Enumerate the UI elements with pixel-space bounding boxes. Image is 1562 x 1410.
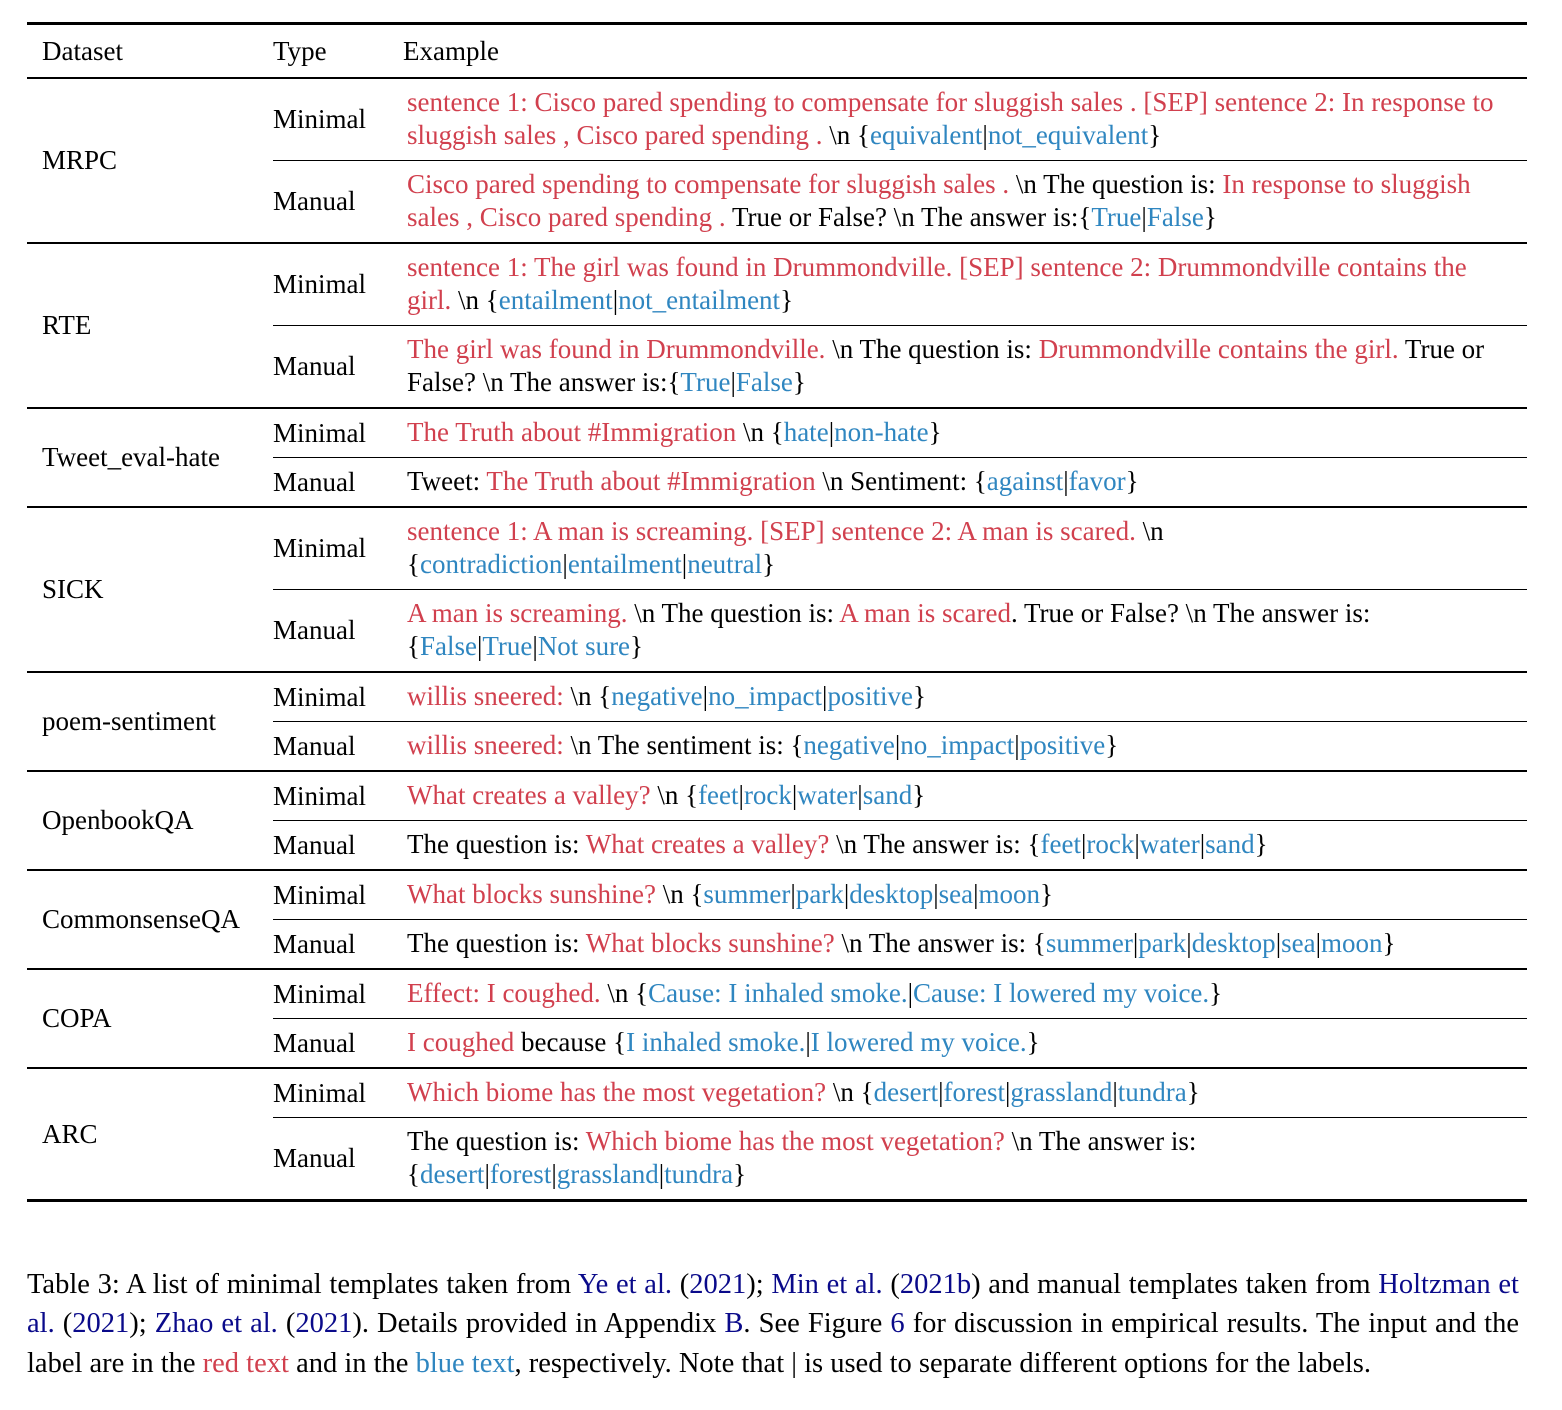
template-text: } bbox=[1209, 978, 1223, 1008]
label-option: Cause: I lowered my voice. bbox=[913, 978, 1210, 1008]
label-option: not_equivalent bbox=[987, 120, 1149, 150]
caption-text: ); bbox=[129, 1308, 155, 1339]
template-text: \n The question is: bbox=[627, 598, 840, 628]
citation-link[interactable]: Min et al. bbox=[771, 1268, 883, 1300]
input-text: willis sneered: bbox=[407, 681, 564, 711]
dataset-name: poem-sentiment bbox=[27, 672, 273, 771]
label-option: park bbox=[795, 879, 844, 909]
template-type: Manual bbox=[273, 1118, 403, 1201]
template-text: } bbox=[762, 549, 776, 579]
input-text: The Truth about #Immigration bbox=[486, 466, 816, 496]
template-text: | bbox=[791, 780, 798, 810]
table-caption bbox=[27, 1265, 1519, 1384]
label-option: against bbox=[986, 466, 1064, 496]
template-example bbox=[403, 771, 1527, 821]
template-text: \n { bbox=[826, 1077, 874, 1107]
template-text: | bbox=[805, 1027, 811, 1057]
template-text: | bbox=[1199, 829, 1206, 859]
template-text: } bbox=[1026, 1027, 1040, 1057]
input-text: sentence 1: Cisco pared spending to compensate for sluggish sales . [SEP] sentence 2: In response to sluggish sales , Cisco pared spending . bbox=[407, 87, 1494, 150]
template-text: \n { bbox=[822, 120, 870, 150]
template-example bbox=[403, 672, 1527, 722]
template-text: | bbox=[1315, 928, 1321, 958]
template-text: } bbox=[1105, 730, 1119, 760]
template-text: because { bbox=[514, 1027, 627, 1057]
template-example bbox=[403, 1118, 1527, 1201]
input-text: A man is scared bbox=[839, 598, 1011, 628]
template-type: Minimal bbox=[273, 507, 403, 590]
label-option: no_impact bbox=[900, 730, 1015, 760]
template-text: } bbox=[1125, 466, 1139, 496]
label-option: sea bbox=[938, 879, 974, 909]
templates-table-container bbox=[27, 22, 1527, 1202]
input-text: I coughed bbox=[407, 1027, 515, 1057]
template-text: | bbox=[1134, 829, 1140, 859]
citation-link[interactable]: Holtzman et al. bbox=[27, 1268, 1519, 1339]
template-text: \n The question is: bbox=[825, 334, 1039, 364]
dataset-name: MRPC bbox=[27, 78, 273, 243]
citation-link[interactable]: Zhao et al. bbox=[154, 1308, 278, 1339]
template-example bbox=[403, 161, 1527, 244]
input-text: What blocks sunshine? bbox=[407, 879, 656, 909]
table-row bbox=[27, 969, 1527, 1019]
label-option: desktop bbox=[849, 879, 934, 909]
input-text: sentence 1: The girl was found in Drummondville. [SEP] sentence 2: Drummondville contains the girl. bbox=[407, 252, 1467, 315]
citation-link[interactable]: Ye et al. bbox=[577, 1268, 672, 1300]
caption-text: ( bbox=[277, 1308, 296, 1339]
template-example bbox=[403, 1019, 1527, 1069]
label-option: park bbox=[1138, 928, 1187, 958]
template-text: \n { bbox=[451, 285, 499, 315]
citation-link[interactable]: 2021b bbox=[899, 1268, 972, 1300]
templates-table bbox=[27, 22, 1527, 1202]
template-text: \n The answer is: { bbox=[829, 829, 1041, 859]
template-text: \n { bbox=[650, 780, 699, 810]
template-text: } bbox=[1148, 120, 1162, 150]
label-option: favor bbox=[1068, 466, 1126, 496]
input-text: What creates a valley? bbox=[407, 780, 651, 810]
template-text: | bbox=[894, 730, 901, 760]
caption-text: ( bbox=[672, 1268, 690, 1300]
label-option: positive bbox=[827, 681, 913, 711]
template-type: Manual bbox=[273, 458, 403, 508]
label-option: entailment bbox=[567, 549, 682, 579]
template-type: Manual bbox=[273, 1019, 403, 1069]
table-row bbox=[27, 870, 1527, 920]
input-text: willis sneered: bbox=[407, 730, 564, 760]
dataset-name: RTE bbox=[27, 243, 273, 408]
label-option: desktop bbox=[1191, 928, 1276, 958]
template-text: | bbox=[1275, 928, 1282, 958]
label-option: True bbox=[680, 367, 731, 397]
dataset-name: OpenbookQA bbox=[27, 771, 273, 870]
label-option: sand bbox=[862, 780, 913, 810]
template-type: Manual bbox=[273, 722, 403, 772]
template-text: | bbox=[1141, 202, 1147, 232]
caption-text: . See Figure bbox=[743, 1308, 891, 1339]
template-text: | bbox=[907, 978, 913, 1008]
template-text: } bbox=[912, 780, 926, 810]
label-option: I lowered my voice. bbox=[810, 1027, 1027, 1057]
input-text: sentence 1: A man is screaming. [SEP] sentence 2: A man is scared. bbox=[407, 516, 1136, 546]
template-example bbox=[403, 1068, 1527, 1118]
template-text: | bbox=[532, 631, 538, 661]
template-text: | bbox=[790, 879, 796, 909]
template-type: Minimal bbox=[273, 771, 403, 821]
template-text: } bbox=[1382, 928, 1396, 958]
dataset-name: CommonsenseQA bbox=[27, 870, 273, 969]
caption-text: ); bbox=[746, 1268, 772, 1300]
caption-text: ( bbox=[882, 1268, 900, 1300]
caption-text: , respectively. Note that | is used to separate different options for the labels. bbox=[514, 1347, 1372, 1379]
template-text: \n The sentiment is: { bbox=[563, 730, 804, 760]
input-text: The Truth about #Immigration bbox=[407, 417, 737, 447]
template-text: Tweet: bbox=[407, 466, 487, 496]
header-example: Example bbox=[403, 24, 1527, 79]
template-text: \n { bbox=[407, 516, 1164, 579]
template-type: Manual bbox=[273, 920, 403, 970]
label-option: entailment bbox=[498, 285, 613, 315]
label-option: tundra bbox=[664, 1159, 734, 1189]
input-text: Which biome has the most vegetation? bbox=[407, 1077, 827, 1107]
template-text: | bbox=[843, 879, 850, 909]
template-text: \n { bbox=[600, 978, 649, 1008]
template-example bbox=[403, 870, 1527, 920]
template-text: | bbox=[822, 681, 828, 711]
label-option: False bbox=[735, 367, 793, 397]
template-text: } bbox=[733, 1159, 747, 1189]
label-option: sea bbox=[1281, 928, 1316, 958]
template-example bbox=[403, 920, 1527, 970]
header-type: Type bbox=[273, 24, 403, 79]
dataset-name: SICK bbox=[27, 507, 273, 672]
label-option: summer bbox=[703, 879, 791, 909]
template-text: | bbox=[938, 1077, 944, 1107]
template-text: | bbox=[1112, 1077, 1118, 1107]
template-text: | bbox=[933, 879, 939, 909]
template-text: | bbox=[1063, 466, 1069, 496]
template-type: Minimal bbox=[273, 243, 403, 326]
label-option: water bbox=[1139, 829, 1200, 859]
template-example bbox=[403, 722, 1527, 772]
dataset-name: Tweet_eval-hate bbox=[27, 408, 273, 507]
template-text: \n { bbox=[736, 417, 784, 447]
label-option: negative bbox=[803, 730, 895, 760]
label-option: desert bbox=[419, 1159, 485, 1189]
template-text: } bbox=[912, 681, 926, 711]
label-option: rock bbox=[1086, 829, 1135, 859]
template-type: Manual bbox=[273, 326, 403, 409]
template-text: } bbox=[792, 367, 806, 397]
template-text: The question is: bbox=[407, 1126, 586, 1156]
template-type: Minimal bbox=[273, 672, 403, 722]
template-type: Minimal bbox=[273, 969, 403, 1019]
template-example bbox=[403, 326, 1527, 409]
citation-link[interactable]: 2021 bbox=[689, 1268, 747, 1300]
template-text: | bbox=[562, 549, 568, 579]
citation-link[interactable]: B bbox=[724, 1308, 744, 1339]
label-option: water bbox=[797, 780, 858, 810]
caption-text: Table 3: A list of minimal templates taken from bbox=[27, 1268, 578, 1300]
label-option: moon bbox=[1320, 928, 1383, 958]
header-dataset: Dataset bbox=[27, 24, 273, 79]
table-row bbox=[27, 78, 1527, 161]
template-text: | bbox=[828, 417, 835, 447]
label-option: positive bbox=[1019, 730, 1106, 760]
caption-text: ) and manual templates taken from bbox=[971, 1268, 1379, 1300]
input-text: The girl was found in Drummondville. bbox=[407, 334, 826, 364]
input-text: Drummondville contains the girl. bbox=[1038, 334, 1399, 364]
template-text: \n { bbox=[563, 681, 612, 711]
input-text: In response to sluggish sales , Cisco pared spending . bbox=[407, 169, 1471, 232]
template-text: | bbox=[973, 879, 979, 909]
label-option: neutral bbox=[687, 549, 763, 579]
input-text: Effect: I coughed. bbox=[407, 978, 601, 1008]
template-text: True or False? \n The answer is:{ bbox=[407, 334, 1485, 397]
label-option: forest bbox=[489, 1159, 552, 1189]
label-option: grassland bbox=[556, 1159, 659, 1189]
caption-text: ( bbox=[54, 1308, 73, 1339]
template-text: | bbox=[1186, 928, 1192, 958]
red-text-sample: red text bbox=[202, 1347, 289, 1379]
input-text: What blocks sunshine? bbox=[585, 928, 835, 958]
label-option: grassland bbox=[1010, 1077, 1113, 1107]
label-option: sand bbox=[1205, 829, 1255, 859]
template-type: Manual bbox=[273, 590, 403, 673]
label-option: True bbox=[482, 631, 533, 661]
template-text: } bbox=[928, 417, 942, 447]
caption-text: for discussion in empirical results. The input and the label are in the bbox=[27, 1308, 1519, 1379]
input-text: What creates a valley? bbox=[585, 829, 830, 859]
dataset-name: ARC bbox=[27, 1068, 273, 1201]
blue-text-sample: blue text bbox=[415, 1347, 515, 1379]
template-text: | bbox=[681, 549, 688, 579]
template-text: | bbox=[476, 631, 483, 661]
template-text: } bbox=[1203, 202, 1217, 232]
label-option: feet bbox=[698, 780, 739, 810]
input-text: Which biome has the most vegetation? bbox=[585, 1126, 1005, 1156]
template-type: Manual bbox=[273, 821, 403, 871]
citation-link[interactable]: 6 bbox=[890, 1308, 905, 1339]
template-text: The question is: bbox=[407, 829, 586, 859]
caption-text: and in the bbox=[288, 1347, 416, 1379]
template-text: } bbox=[1254, 829, 1268, 859]
table-row bbox=[27, 672, 1527, 722]
table-row bbox=[27, 1068, 1527, 1118]
template-text: | bbox=[702, 681, 709, 711]
template-example bbox=[403, 821, 1527, 871]
template-example bbox=[403, 408, 1527, 458]
label-option: False bbox=[1146, 202, 1204, 232]
label-option: True bbox=[1091, 202, 1142, 232]
template-text: | bbox=[982, 120, 988, 150]
template-text: | bbox=[1014, 730, 1020, 760]
template-text: | bbox=[484, 1159, 490, 1189]
citation-link[interactable]: 2021 bbox=[295, 1308, 353, 1339]
input-text: A man is screaming. bbox=[407, 598, 628, 628]
template-type: Minimal bbox=[273, 78, 403, 161]
template-text: } bbox=[630, 631, 644, 661]
label-option: Not sure bbox=[537, 631, 631, 661]
citation-link[interactable]: 2021 bbox=[72, 1308, 130, 1339]
template-type: Minimal bbox=[273, 1068, 403, 1118]
template-example bbox=[403, 507, 1527, 590]
label-option: equivalent bbox=[869, 120, 983, 150]
template-text: | bbox=[738, 780, 744, 810]
label-option: tundra bbox=[1117, 1077, 1187, 1107]
template-text: The question is: bbox=[407, 928, 586, 958]
template-example bbox=[403, 590, 1527, 673]
template-text: \n { bbox=[655, 879, 704, 909]
template-text: | bbox=[857, 780, 863, 810]
template-text: | bbox=[1132, 928, 1139, 958]
caption-text: ). Details provided in Appendix bbox=[352, 1308, 725, 1339]
input-text: Cisco pared spending to compensate for sluggish sales . bbox=[407, 169, 1010, 199]
template-text: \n The question is: bbox=[1009, 169, 1223, 199]
table-row bbox=[27, 243, 1527, 326]
label-option: forest bbox=[943, 1077, 1005, 1107]
template-type: Minimal bbox=[273, 408, 403, 458]
template-example bbox=[403, 969, 1527, 1019]
template-example bbox=[403, 78, 1527, 161]
label-option: contradiction bbox=[419, 549, 563, 579]
label-option: hate bbox=[783, 417, 829, 447]
dataset-name: COPA bbox=[27, 969, 273, 1068]
label-option: summer bbox=[1045, 928, 1133, 958]
template-text: | bbox=[658, 1159, 665, 1189]
label-option: desert bbox=[873, 1077, 939, 1107]
template-text: \n The answer is: { bbox=[407, 1126, 1197, 1189]
template-example bbox=[403, 243, 1527, 326]
template-text: | bbox=[551, 1159, 557, 1189]
label-option: I inhaled smoke. bbox=[626, 1027, 806, 1057]
table-row bbox=[27, 408, 1527, 458]
template-type: Minimal bbox=[273, 870, 403, 920]
label-option: False bbox=[419, 631, 477, 661]
table-row bbox=[27, 771, 1527, 821]
label-option: negative bbox=[611, 681, 703, 711]
label-option: feet bbox=[1040, 829, 1081, 859]
template-text: } bbox=[780, 285, 794, 315]
label-option: not_entailment bbox=[618, 285, 781, 315]
label-option: no_impact bbox=[708, 681, 823, 711]
template-text: } bbox=[1186, 1077, 1200, 1107]
table-row bbox=[27, 507, 1527, 590]
template-text: \n The answer is: { bbox=[834, 928, 1046, 958]
template-text: | bbox=[1004, 1077, 1011, 1107]
template-text: | bbox=[1081, 829, 1087, 859]
label-option: moon bbox=[978, 879, 1041, 909]
template-example bbox=[403, 458, 1527, 508]
table-header-row bbox=[27, 24, 1527, 79]
template-text: . True or False? \n The answer is: { bbox=[407, 598, 1371, 661]
template-text: \n Sentiment: { bbox=[815, 466, 987, 496]
template-text: True or False? \n The answer is:{ bbox=[725, 202, 1092, 232]
template-text: } bbox=[1040, 879, 1053, 909]
template-text: | bbox=[730, 367, 736, 397]
label-option: non-hate bbox=[834, 417, 929, 447]
label-option: Cause: I inhaled smoke. bbox=[648, 978, 908, 1008]
table-body bbox=[27, 78, 1527, 1201]
label-option: rock bbox=[743, 780, 792, 810]
template-type: Manual bbox=[273, 161, 403, 244]
template-text: | bbox=[612, 285, 619, 315]
